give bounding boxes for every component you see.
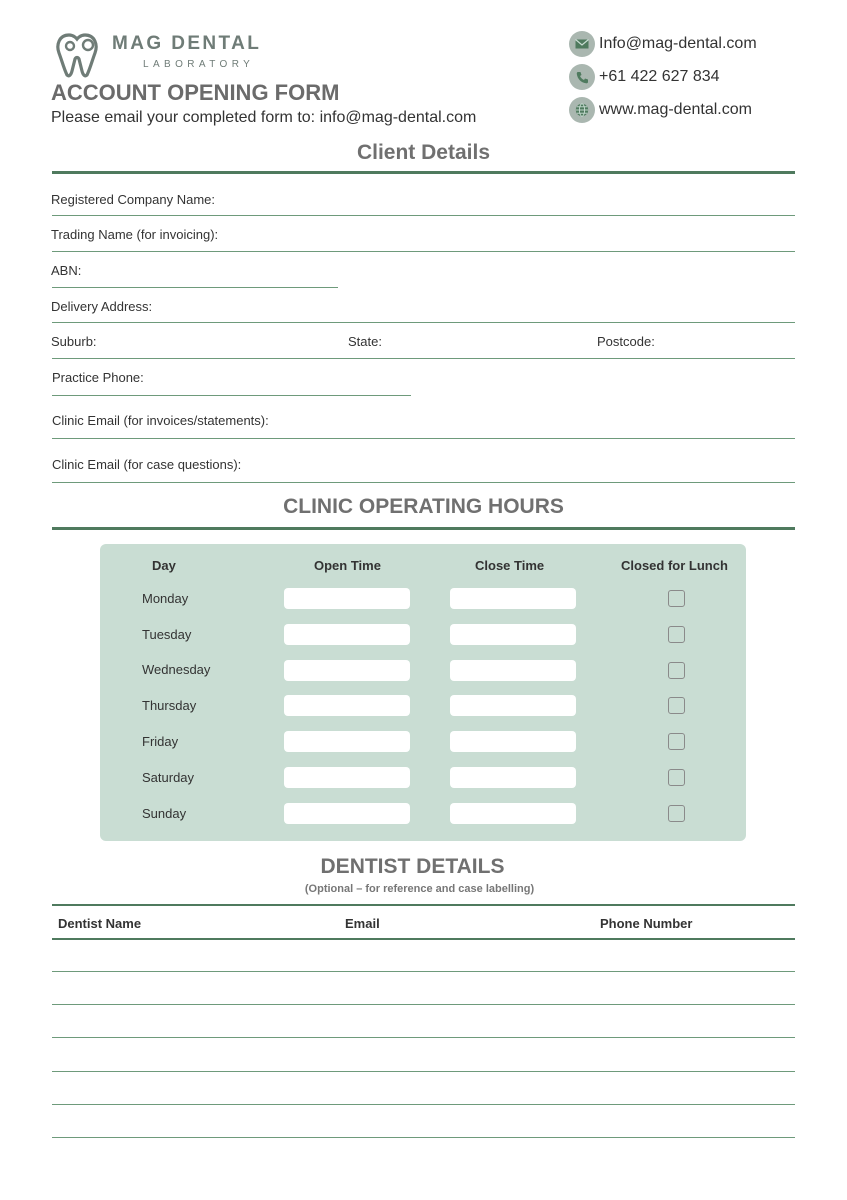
hours-header-day: Day	[152, 558, 176, 573]
postcode-label: Postcode:	[597, 334, 655, 349]
practice-phone-label: Practice Phone:	[52, 370, 144, 385]
hours-header-lunch: Closed for Lunch	[621, 558, 728, 573]
close-time-input[interactable]	[450, 588, 576, 609]
closed-lunch-checkbox[interactable]	[668, 697, 685, 714]
email-invoices-field[interactable]	[52, 438, 795, 439]
open-time-input[interactable]	[284, 624, 410, 645]
close-time-input[interactable]	[450, 660, 576, 681]
closed-lunch-checkbox[interactable]	[668, 590, 685, 607]
day-label: Wednesday	[142, 662, 211, 677]
email-cases-label: Clinic Email (for case questions):	[52, 457, 242, 472]
contact-email-text: Info@mag-dental.com	[599, 35, 757, 52]
delivery-address-label: Delivery Address:	[51, 299, 153, 314]
open-time-input[interactable]	[284, 731, 410, 752]
brand-subtitle: LABORATORY	[143, 59, 255, 70]
open-time-input[interactable]	[284, 803, 410, 824]
email-invoices-label: Clinic Email (for invoices/statements):	[52, 413, 269, 428]
contact-phone-text: +61 422 627 834	[599, 68, 720, 85]
email-icon	[569, 31, 595, 57]
registered-company-label: Registered Company Name:	[51, 192, 216, 207]
closed-lunch-checkbox[interactable]	[668, 769, 685, 786]
hours-header-close: Close Time	[475, 558, 545, 573]
email-cases-field[interactable]	[52, 482, 795, 483]
suburb-label: Suburb:	[51, 334, 97, 349]
close-time-input[interactable]	[450, 695, 576, 716]
dentist-details-subtitle: (Optional – for reference and case labelling)	[304, 883, 535, 895]
hours-header-open: Open Time	[314, 558, 381, 573]
page-title: ACCOUNT OPENING FORM	[51, 80, 340, 105]
open-time-input[interactable]	[284, 660, 410, 681]
dentist-header-name: Dentist Name	[58, 916, 142, 931]
close-time-input[interactable]	[450, 803, 576, 824]
dentist-row[interactable]	[52, 971, 795, 972]
abn-field[interactable]	[52, 287, 338, 288]
page-subtitle: Please email your completed form to: info@mag-dental.com	[51, 109, 477, 126]
dentist-row[interactable]	[52, 1104, 795, 1105]
dentist-details-title: DENTIST DETAILS	[320, 855, 505, 878]
day-label: Friday	[142, 734, 179, 749]
practice-phone-field[interactable]	[52, 395, 411, 396]
day-label: Sunday	[142, 806, 187, 821]
closed-lunch-checkbox[interactable]	[668, 662, 685, 679]
divider	[52, 527, 795, 530]
brand-name: MAG DENTAL	[112, 33, 262, 54]
dentist-row[interactable]	[52, 1037, 795, 1038]
delivery-address-field[interactable]	[52, 322, 795, 323]
close-time-input[interactable]	[450, 767, 576, 788]
closed-lunch-checkbox[interactable]	[668, 805, 685, 822]
trading-name-label: Trading Name (for invoicing):	[51, 227, 219, 242]
phone-icon	[569, 64, 595, 90]
contact-website[interactable]	[569, 97, 752, 123]
divider	[52, 938, 795, 940]
open-time-input[interactable]	[284, 767, 410, 788]
open-time-input[interactable]	[284, 695, 410, 716]
client-details-title: Client Details	[356, 141, 491, 164]
hours-table	[100, 544, 746, 841]
close-time-input[interactable]	[450, 624, 576, 645]
trading-name-field[interactable]	[52, 251, 795, 252]
contact-phone[interactable]	[569, 64, 720, 90]
dentist-header-email: Email	[345, 916, 380, 931]
divider	[52, 171, 795, 174]
contact-email[interactable]	[569, 31, 757, 57]
divider	[52, 904, 795, 906]
globe-icon	[569, 97, 595, 123]
day-label: Saturday	[142, 770, 195, 785]
day-label: Monday	[142, 591, 189, 606]
closed-lunch-checkbox[interactable]	[668, 733, 685, 750]
day-label: Tuesday	[142, 627, 192, 642]
registered-company-field[interactable]	[52, 215, 795, 216]
close-time-input[interactable]	[450, 731, 576, 752]
open-time-input[interactable]	[284, 588, 410, 609]
operating-hours-title: CLINIC OPERATING HOURS	[283, 495, 564, 518]
contact-website-text: www.mag-dental.com	[599, 101, 752, 118]
closed-lunch-checkbox[interactable]	[668, 626, 685, 643]
dentist-header-phone: Phone Number	[600, 916, 693, 931]
tooth-logo-icon	[55, 31, 107, 79]
day-label: Thursday	[142, 698, 197, 713]
dentist-row[interactable]	[52, 1071, 795, 1072]
suburb-state-postcode-field[interactable]	[52, 358, 795, 359]
state-label: State:	[348, 334, 382, 349]
dentist-row[interactable]	[52, 1004, 795, 1005]
dentist-row[interactable]	[52, 1137, 795, 1138]
abn-label: ABN:	[51, 263, 82, 278]
